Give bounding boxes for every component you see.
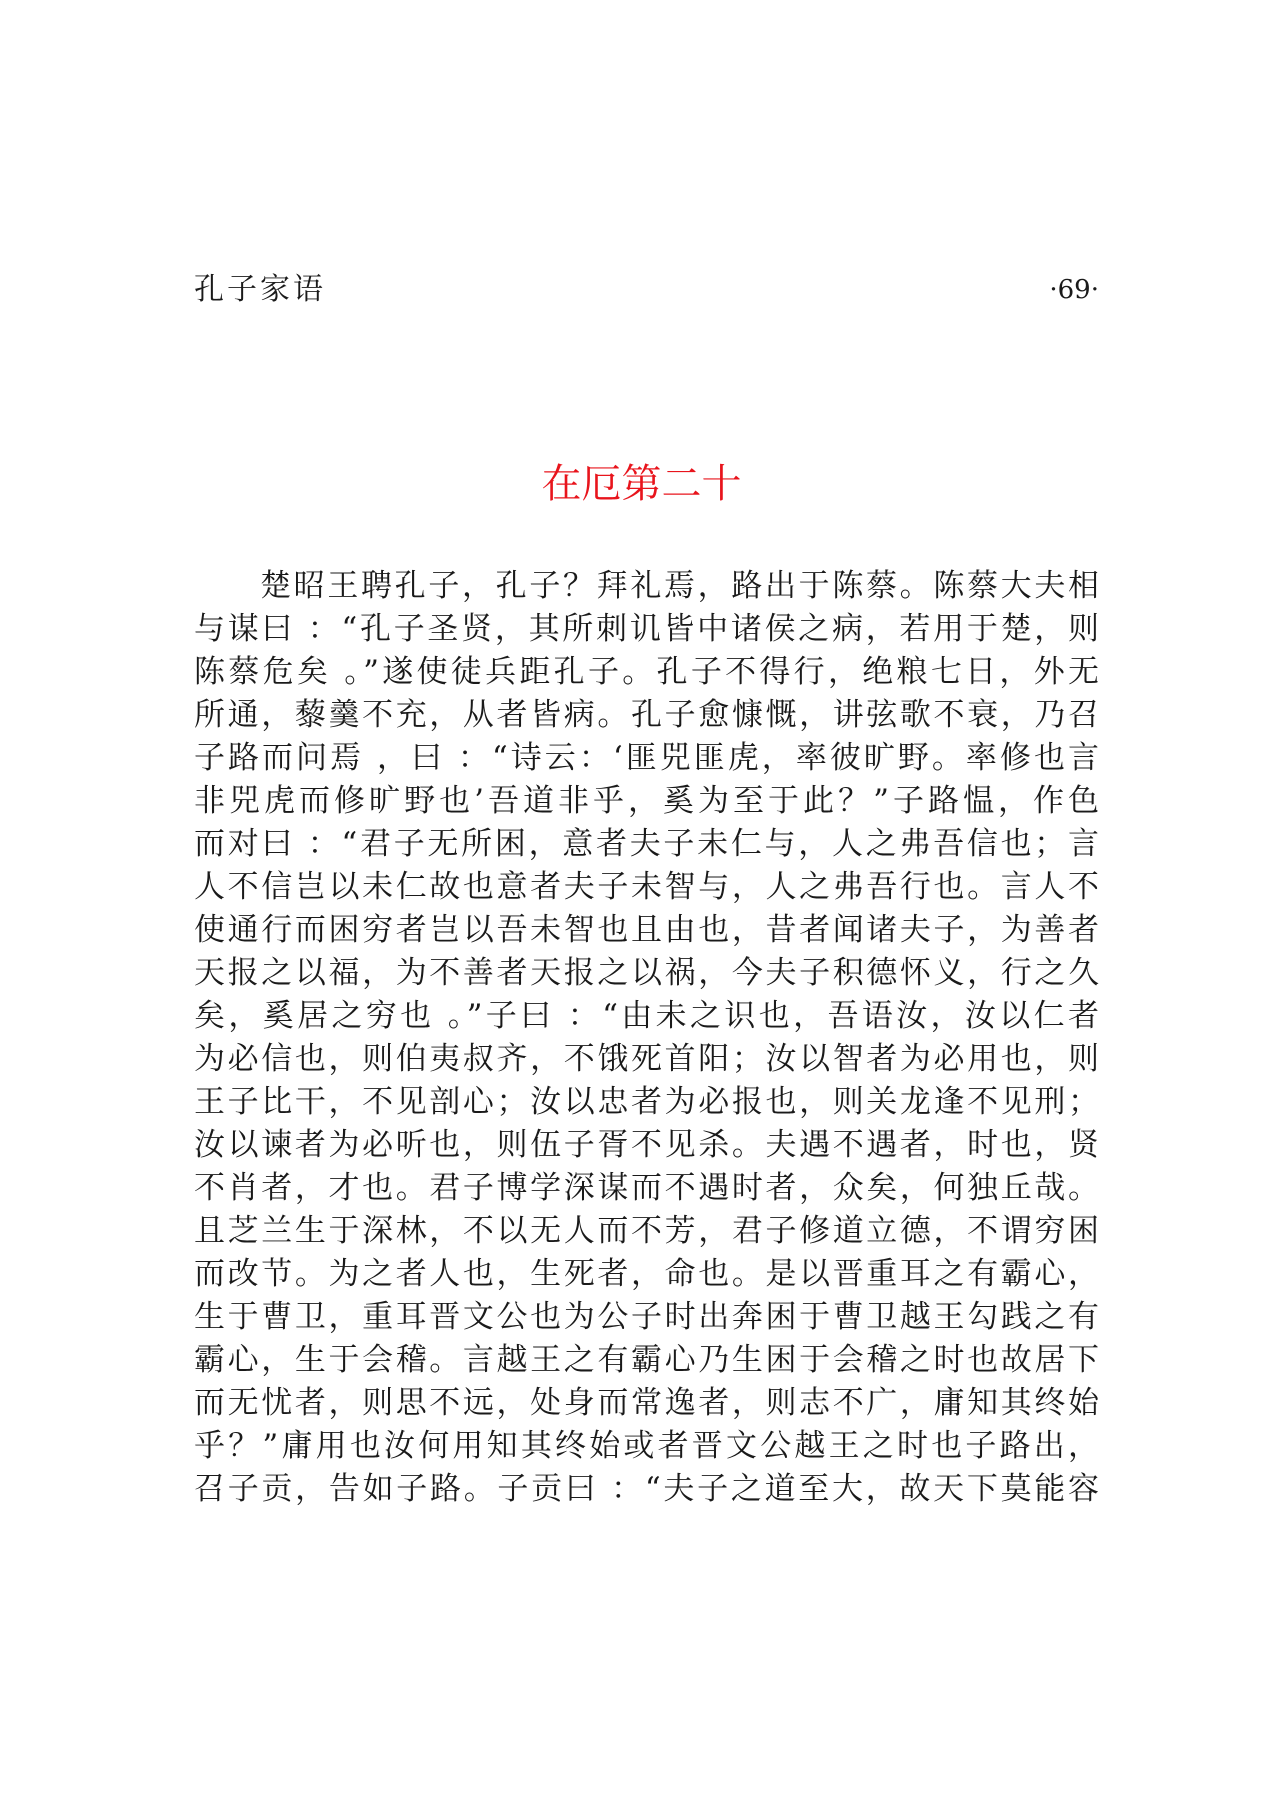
- text-line: 天报之以福，为不善者天报之以祸，今夫子积德怀义，行之久: [194, 955, 1099, 991]
- text-line: 汝以谏者为必听也，则伍子胥不见杀。夫遇不遇者，时也，贤: [194, 1127, 1099, 1163]
- text-line: 乎？”庸用也汝何用知其终始或者晋文公越王之时也子路出，: [194, 1428, 1099, 1464]
- book-title: 孔子家语: [194, 272, 326, 307]
- body-text: [194, 565, 1099, 1511]
- page-number: ·69·: [1049, 275, 1099, 305]
- text-line: 人不信岂以未仁故也意者夫子未智与，人之弗吾行也。言人不: [194, 869, 1099, 905]
- chapter-title: 在厄第二十: [541, 461, 742, 507]
- text-line: 而无忧者，则思不远，处身而常逸者，则志不广，庸知其终始: [194, 1385, 1099, 1421]
- text-line: 与谋曰 ：“孔子圣贤，其所刺讥皆中诸侯之病，若用于楚，则: [194, 611, 1099, 647]
- text-line: 而对曰 ：“君子无所困，意者夫子未仁与，人之弗吾信也；言: [194, 826, 1099, 862]
- text-line: 子路而问焉 ，曰 ：“诗云：‘匪兕匪虎，率彼旷野。率修也言: [194, 740, 1099, 776]
- text-line: 霸心，生于会稽。言越王之有霸心乃生困于会稽之时也故居下: [194, 1342, 1099, 1378]
- text-line: 召子贡，告如子路。子贡曰 ：“夫子之道至大，故天下莫能容: [194, 1471, 1099, 1507]
- text-line: 所通，藜羹不充，从者皆病。孔子愈慷慨，讲弦歌不衰，乃召: [194, 697, 1099, 733]
- text-line: 陈蔡危矣 。”遂使徒兵距孔子。孔子不得行，绝粮七日，外无: [194, 654, 1099, 690]
- text-line: 不肖者，才也。君子博学深谋而不遇时者，众矣，何独丘哉。: [194, 1170, 1099, 1206]
- text-line: 使通行而困穷者岂以吾未智也且由也，昔者闻诸夫子，为善者: [194, 912, 1099, 948]
- text-line: 且芝兰生于深林，不以无人而不芳，君子修道立德，不谓穷困: [194, 1213, 1099, 1249]
- text-line: 王子比干，不见剖心；汝以忠者为必报也，则关龙逢不见刑；: [194, 1084, 1099, 1120]
- running-header: [194, 268, 1099, 312]
- text-line: 生于曹卫，重耳晋文公也为公子时出奔困于曹卫越王勾践之有: [194, 1299, 1099, 1335]
- text-line: 楚昭王聘孔子，孔子？拜礼焉，路出于陈蔡。陈蔡大夫相: [260, 568, 1099, 604]
- text-line: 非兕虎而修旷野也’吾道非乎，奚为至于此？”子路愠，作色: [194, 783, 1099, 819]
- text-line: 为必信也，则伯夷叔齐，不饿死首阳；汝以智者为必用也，则: [194, 1041, 1099, 1077]
- text-line: 矣，奚居之穷也 。”子曰 ：“由未之识也，吾语汝，汝以仁者: [194, 998, 1099, 1034]
- text-line: 而改节。为之者人也，生死者，命也。是以晋重耳之有霸心，: [194, 1256, 1099, 1292]
